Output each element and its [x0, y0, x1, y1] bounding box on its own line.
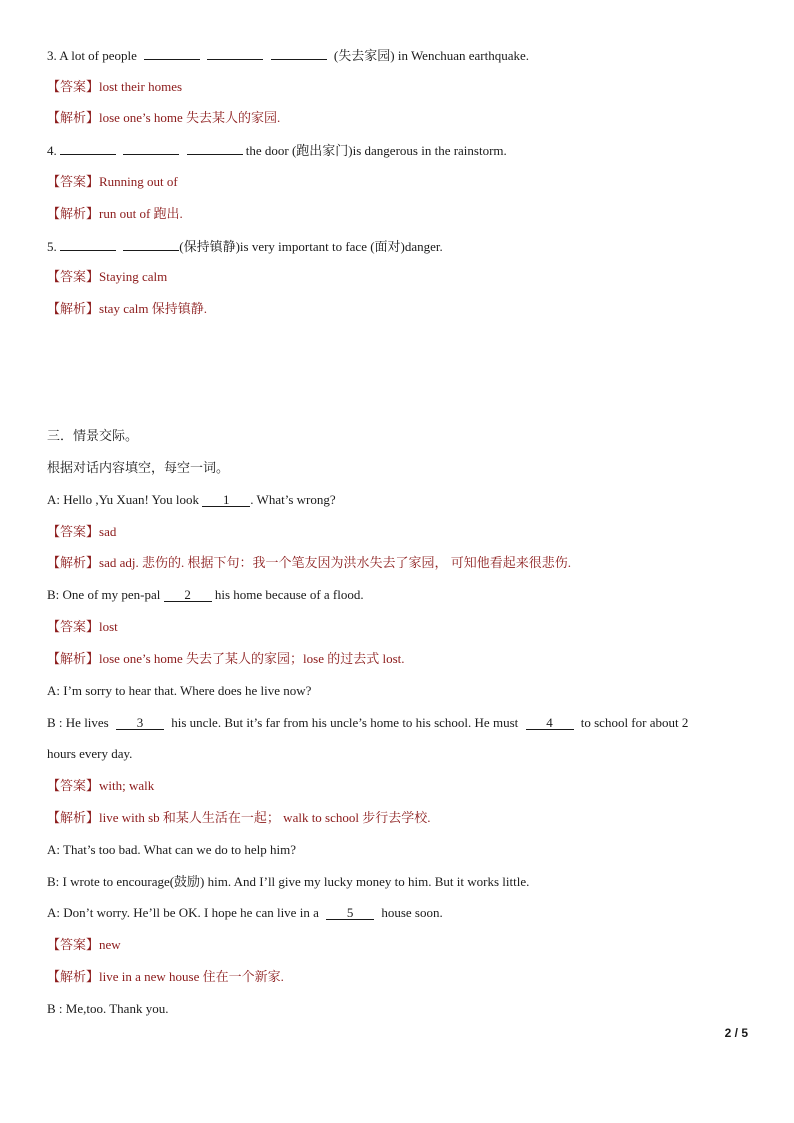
numbered-blank: 5 [326, 907, 374, 920]
answer-blank [187, 142, 243, 155]
answer-tag: 【答案】 [47, 79, 100, 94]
question-text: (保持镇静)is very important to face (面对)danger. [179, 239, 443, 254]
answer-line [47, 269, 167, 285]
answer-blank [123, 238, 179, 251]
numbered-blank: 2 [164, 589, 212, 602]
answer-line [47, 524, 116, 540]
answer-tag: 【答案】 [47, 524, 100, 539]
answer-text: sad [99, 524, 117, 539]
answer-text: new [99, 937, 121, 952]
answer-tag: 【答案】 [47, 174, 100, 189]
analysis-tag: 【解析】 [47, 810, 100, 825]
analysis-text: run out of 跑出. [99, 206, 183, 221]
analysis-tag: 【解析】 [47, 969, 100, 984]
analysis-line [47, 206, 183, 222]
analysis-text: stay calm 保持镇静. [99, 301, 207, 316]
analysis-line [47, 969, 284, 985]
analysis-line [47, 651, 405, 667]
question-text: 3. A lot of people [47, 48, 137, 63]
analysis-tag: 【解析】 [47, 110, 100, 125]
analysis-text: sad adj. 悲伤的. 根据下句：我一个笔友因为洪水失去了家园， 可知他看起来很悲伤. [99, 555, 571, 570]
analysis-line [47, 810, 431, 826]
dialog-text: his home because of a flood. [214, 587, 364, 602]
question-3 [47, 47, 529, 64]
dialog-line [47, 905, 443, 921]
answer-text: with; walk [99, 778, 155, 793]
dialog-text: A: Don’t worry. He’ll be OK. I hope he can live in a [47, 905, 319, 920]
dialog-line: B: I wrote to encourage(鼓励) him. And I’ll give my lucky money to him. But it works little. [47, 874, 530, 889]
numbered-blank: 3 [116, 717, 164, 730]
dialog-text: to school for about 2 [580, 715, 689, 730]
answer-text: Staying calm [99, 269, 168, 284]
analysis-text: live in a new house 住在一个新家. [99, 969, 284, 984]
answer-text: Running out of [99, 174, 178, 189]
dialog-text: . What’s wrong? [250, 492, 336, 507]
answer-blank [60, 142, 116, 155]
answer-tag: 【答案】 [47, 937, 100, 952]
answer-line [47, 79, 182, 95]
section-instruction: 根据对话内容填空，每空一词。 [47, 460, 230, 475]
question-5 [47, 238, 443, 255]
answer-blank [271, 47, 327, 60]
dialog-text: his uncle. But it’s far from his uncle’s home to his school. He must [171, 715, 519, 730]
question-text: 5. [47, 239, 57, 254]
analysis-text: lose one’s home 失去某人的家园. [99, 110, 281, 125]
answer-line [47, 619, 118, 635]
dialog-line: A: That’s too bad. What can we do to help him? [47, 842, 296, 857]
answer-blank [123, 142, 179, 155]
dialog-line: hours every day. [47, 746, 133, 761]
section-heading: 三．情景交际。 [47, 428, 139, 443]
dialog-line: B : Me,too. Thank you. [47, 1001, 169, 1016]
analysis-text: live with sb 和某人生活在一起； walk to school 步行去学校. [99, 810, 431, 825]
answer-line [47, 778, 154, 794]
numbered-blank: 1 [202, 494, 250, 507]
analysis-line [47, 301, 207, 317]
analysis-tag: 【解析】 [47, 555, 100, 570]
numbered-blank: 4 [526, 717, 574, 730]
answer-line [47, 937, 121, 953]
answer-text: lost their homes [99, 79, 183, 94]
dialog-line [47, 587, 364, 603]
question-text: the door (跑出家门)is dangerous in the rainstorm. [245, 143, 507, 158]
dialog-line: A: I’m sorry to hear that. Where does he live now? [47, 683, 312, 698]
analysis-tag: 【解析】 [47, 651, 100, 666]
answer-blank [207, 47, 263, 60]
analysis-tag: 【解析】 [47, 206, 100, 221]
answer-tag: 【答案】 [47, 619, 100, 634]
analysis-tag: 【解析】 [47, 301, 100, 316]
answer-blank [144, 47, 200, 60]
answer-blank [60, 238, 116, 251]
analysis-line [47, 555, 571, 571]
analysis-text: lose one’s home 失去了某人的家园；lose 的过去式 lost. [99, 651, 405, 666]
page-number: 2 / 5 [724, 1026, 748, 1040]
dialog-line [47, 492, 336, 508]
dialog-text: house soon. [381, 905, 443, 920]
answer-tag: 【答案】 [47, 778, 100, 793]
dialog-text: B : He lives [47, 715, 109, 730]
analysis-line [47, 110, 280, 126]
dialog-text: A: Hello ,Yu Xuan! You look [47, 492, 200, 507]
dialog-line [47, 715, 688, 731]
question-text: (失去家园) in Wenchuan earthquake. [333, 48, 530, 63]
dialog-text: B: One of my pen-pal [47, 587, 161, 602]
answer-text: lost [99, 619, 118, 634]
question-text: 4. [47, 143, 57, 158]
answer-line [47, 174, 178, 190]
question-4 [47, 142, 507, 159]
answer-tag: 【答案】 [47, 269, 100, 284]
